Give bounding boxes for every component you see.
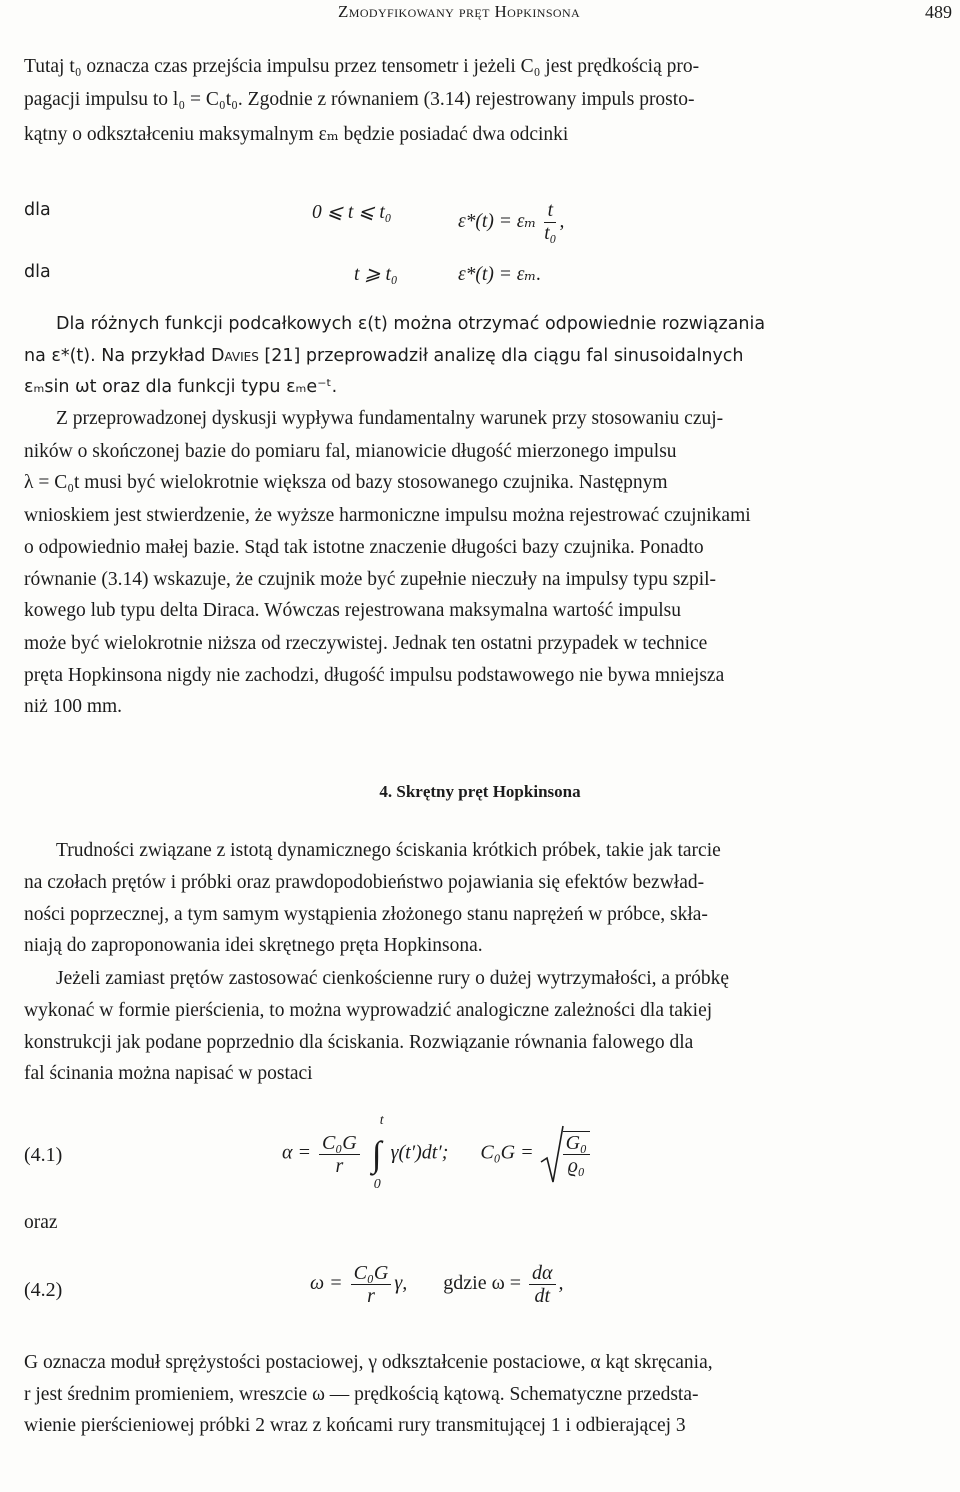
eq-integrand: γ(t′)dt′;: [390, 1141, 449, 1164]
eq-fraction: [351, 1262, 392, 1307]
intro-line-3: kątny o odkształceniu maksymalnym εₘ będzie posiadać dwa odcinki: [24, 124, 569, 145]
equation-body: [282, 1113, 593, 1192]
sans-line-2-a: na ε*(t). Na przykład: [24, 346, 211, 366]
page-header: [0, 2, 960, 28]
case-formula-lhs: ε*(t) = εₘ: [458, 210, 537, 232]
case-label: dla: [24, 200, 51, 220]
section-para2-line-1: Jeżeli zamiast prętów zastosować cienkościenne rury o dużej wytrzymałości, a próbkę: [56, 968, 730, 989]
oraz-label: oraz: [24, 1212, 58, 1233]
case-label: dla: [24, 262, 51, 282]
discussion-line-7: kowego lub typu delta Diraca. Wówczas rejestrowana maksymalna wartość impulsu: [24, 600, 682, 621]
author-name: Davies: [210, 346, 259, 366]
eq-fraction-2-num: dα: [529, 1262, 556, 1285]
section-para2-line-2: wykonać w formie pierścienia, to można wyprowadzić analogiczne zależności dla takiej: [24, 1000, 713, 1021]
closing-line-2: r jest średnim promieniem, wreszcie ω — prędkością kątową. Schematyczne przedsta-: [24, 1384, 699, 1405]
intro-line-1: Tutaj t₀ oznacza czas przejścia impulsu przez tensometr i jeżeli C₀ jest prędkością pro-: [24, 56, 700, 77]
eq-fraction-den: r: [335, 1154, 344, 1177]
sqrt-fraction: [563, 1131, 590, 1177]
sans-line-2-b: [21] przeprowadził analizę dla ciągu fal sinusoidalnych: [258, 346, 744, 366]
section-para1-line-3: ności poprzecznej, a tym samym wystąpienia złożonego stanu naprężeń w próbce, skła-: [24, 904, 708, 925]
case-trail: ,: [559, 210, 565, 232]
eq-gdzie: gdzie ω =: [443, 1272, 522, 1295]
discussion-line-4: wnioskiem jest stwierdzenie, że wyższe harmoniczne impulsu można rejestrować czujnikami: [24, 505, 751, 526]
eq-fraction-num: C₀G: [351, 1262, 392, 1285]
discussion-line-3: λ = C₀t musi być wielokrotnie większa od bazy stosowanego czujnika. Następnym: [24, 472, 668, 493]
case-fraction: [544, 200, 556, 245]
discussion-line-6: równanie (3.14) wskazuje, że czujnik może być zupełnie nieczuły na impulsy typu szpil-: [24, 569, 717, 590]
closing-line-3: wienie pierścieniowej próbki 2 wraz z końcami rury transmitującej 1 i odbierającej 3: [24, 1415, 686, 1436]
discussion-line-5: o odpowiednio małej bazie. Stąd tak istotne znaczenie długości bazy czujnika. Ponadto: [24, 537, 704, 558]
discussion-line-2: ników o skończonej bazie do pomiaru fal, mianowicie długość mierzonego impulsu: [24, 441, 677, 462]
section-para2-line-3: konstrukcji jak podane poprzednio dla ściskania. Rozwiązanie równania falowego dla: [24, 1032, 694, 1053]
radical-sign: [539, 1124, 565, 1184]
eq-lhs: ω =: [310, 1272, 343, 1295]
intro-line-2: pagacji impulsu to l₀ = C₀t₀. Zgodnie z równaniem (3.14) rejestrowany impuls prosto-: [24, 89, 695, 110]
sqrt-icon: [539, 1124, 593, 1184]
sqrt-den: ϱ₀: [567, 1155, 585, 1177]
equation-body: [310, 1262, 564, 1307]
eq-lhs: α =: [282, 1141, 311, 1164]
discussion-line-8: może być wielokrotnie niższa od rzeczywistej. Jednak ten ostatni przypadek w technice: [24, 633, 708, 654]
sans-line-2: [24, 346, 744, 366]
running-title: Zmodyfikowany pręt Hopkinsona: [338, 2, 581, 21]
sans-line-1: Dla różnych funkcji podcałkowych ε(t) można otrzymać odpowiednie rozwiązania: [56, 314, 766, 334]
page-number: 489: [925, 2, 952, 22]
sqrt-num: G₀: [563, 1132, 590, 1155]
eq-fraction-num: C₀G: [319, 1132, 360, 1155]
equation-number: (4.1): [24, 1144, 63, 1166]
eq-fraction: [319, 1132, 360, 1177]
closing-line-1: G oznacza moduł sprężystości postaciowej, γ odkształcenie postaciowe, α kąt skręcania,: [24, 1352, 713, 1373]
eq-fraction-den: r: [367, 1285, 375, 1307]
section-para1-line-4: niają do zaproponowania idei skrętnego pręta Hopkinsona.: [24, 935, 483, 956]
integral-sign: ∫ t 0: [371, 1113, 384, 1192]
case-fraction-den: t₀: [544, 223, 557, 244]
equation-number: (4.2): [24, 1279, 63, 1301]
section-title: 4. Skrętny pręt Hopkinsona: [379, 782, 581, 801]
case-condition: 0 ⩽ t ⩽ t₀: [312, 202, 392, 223]
eq-trail: ,: [558, 1272, 564, 1295]
eq-rhs-lhs: C₀G =: [480, 1141, 534, 1164]
case-formula: ε*(t) = εₘ.: [458, 264, 542, 285]
eq-fraction-2-den: dt: [534, 1285, 551, 1307]
section-para1-line-1: Trudności związane z istotą dynamicznego ściskania krótkich próbek, takie jak tarcie: [56, 840, 721, 861]
case-fraction-num: t: [544, 200, 556, 223]
section-para2-line-4: fal ścinania można napisać w postaci: [24, 1063, 313, 1084]
discussion-line-10: niż 100 mm.: [24, 696, 123, 717]
eq-fraction-2: [529, 1262, 556, 1307]
case-formula: [458, 200, 564, 245]
integral-lower: 0: [373, 1177, 381, 1192]
eq-after: γ,: [394, 1272, 408, 1295]
sans-line-3: εₘsin ωt oraz dla funkcji typu εₘe⁻ᵗ.: [24, 377, 338, 397]
case-condition: t ⩾ t₀: [354, 264, 398, 285]
discussion-line-1: Z przeprowadzonej dyskusji wypływa fundamentalny warunek przy stosowaniu czuj-: [56, 408, 724, 429]
integral-upper: t: [379, 1113, 384, 1128]
section-para1-line-2: na czołach prętów i próbki oraz prawdopodobieństwo pojawiania się efektów bezwład-: [24, 872, 705, 893]
discussion-line-9: pręta Hopkinsona nigdy nie zachodzi, długość impulsu podstawowego nie bywa mniejsza: [24, 665, 725, 686]
